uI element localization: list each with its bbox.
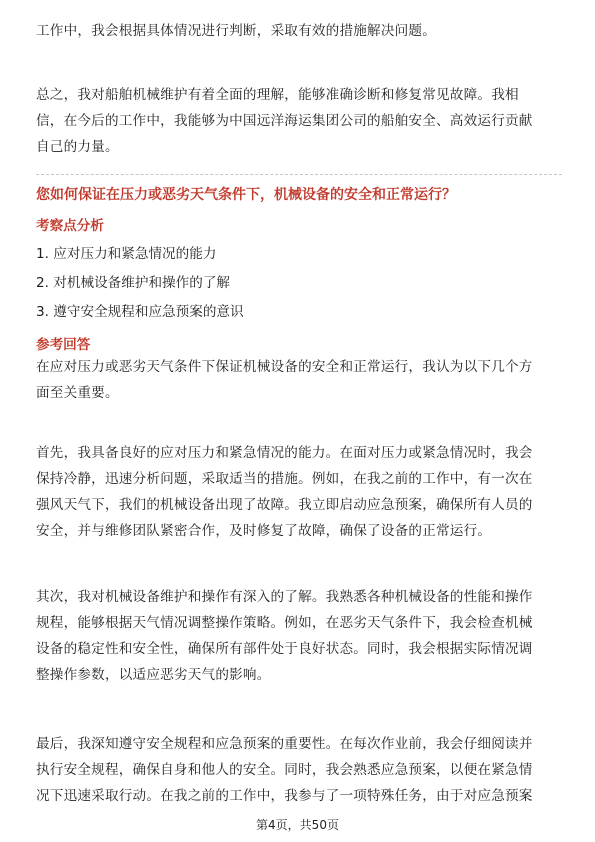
answer-second-point-paragraph — [36, 584, 562, 688]
text-line: 保持冷静，迅速分析问题，采取适当的措施。例如，在我之前的工作中，有一次在 — [36, 471, 533, 487]
text-line: 信，在今后的工作中，我能够为中国远洋海运集团公司的船舶安全、高效运行贡献 — [36, 113, 533, 129]
analysis-heading: 考察点分析 — [36, 218, 104, 234]
analysis-item: 2. 对机械设备维护和操作的了解 — [36, 275, 231, 291]
answer-first-point-paragraph — [36, 440, 562, 544]
page-number: 第4页，共50页 — [256, 818, 339, 832]
answer-heading: 参考回答 — [36, 337, 91, 353]
analysis-item: 3. 遵守安全规程和应急预案的意识 — [36, 304, 244, 320]
text-line: 设备的稳定性和安全性，确保所有部件处于良好状态。同时，我会根据实际情况调 — [36, 641, 533, 657]
text-line: 自己的力量。 — [36, 139, 119, 155]
text-line: 工作中，我会根据具体情况进行判断，采取有效的措施解决问题。 — [36, 23, 437, 39]
text-line: 其次，我对机械设备维护和操作有深入的了解。我熟悉各种机械设备的性能和操作 — [36, 589, 533, 605]
text-line: 整操作参数，以适应恶劣天气的影响。 — [36, 667, 271, 683]
answer-intro-paragraph — [36, 354, 562, 406]
text-line: 总之，我对船舶机械维护有着全面的理解，能够准确诊断和修复常见故障。我相 — [36, 87, 519, 103]
text-line: 执行安全规程，确保自身和他人的安全。同时，我会熟悉应急预案，以便在紧急情 — [36, 762, 533, 778]
text-line: 在应对压力或恶劣天气条件下保证机械设备的安全和正常运行，我认为以下几个方 — [36, 359, 533, 375]
text-line: 安全，并与维修团队紧密合作，及时修复了故障，确保了设备的正常运行。 — [36, 523, 492, 539]
text-line: 况下迅速采取行动。在我之前的工作中，我参与了一项特殊任务，由于对应急预案 — [36, 788, 533, 804]
text-line: 强风天气下，我们的机械设备出现了故障。我立即启动应急预案，确保所有人员的 — [36, 497, 533, 513]
text-line: 最后，我深知遵守安全规程和应急预案的重要性。在每次作业前，我会仔细阅读并 — [36, 736, 533, 752]
summary-paragraph — [36, 82, 562, 160]
answer-third-point-paragraph — [36, 731, 562, 809]
analysis-item: 1. 应对压力和紧急情况的能力 — [36, 246, 217, 262]
text-line: 规程，能够根据天气情况调整操作策略。例如，在恶劣天气条件下，我会检查机械 — [36, 615, 533, 631]
section-divider — [36, 174, 562, 175]
interview-question: 您如何保证在压力或恶劣天气条件下，机械设备的安全和正常运行？ — [36, 187, 456, 203]
text-line: 面至关重要。 — [36, 385, 119, 401]
text-line: 首先，我具备良好的应对压力和紧急情况的能力。在面对压力或紧急情况时，我会 — [36, 445, 533, 461]
intro-continuation-paragraph — [36, 18, 562, 44]
